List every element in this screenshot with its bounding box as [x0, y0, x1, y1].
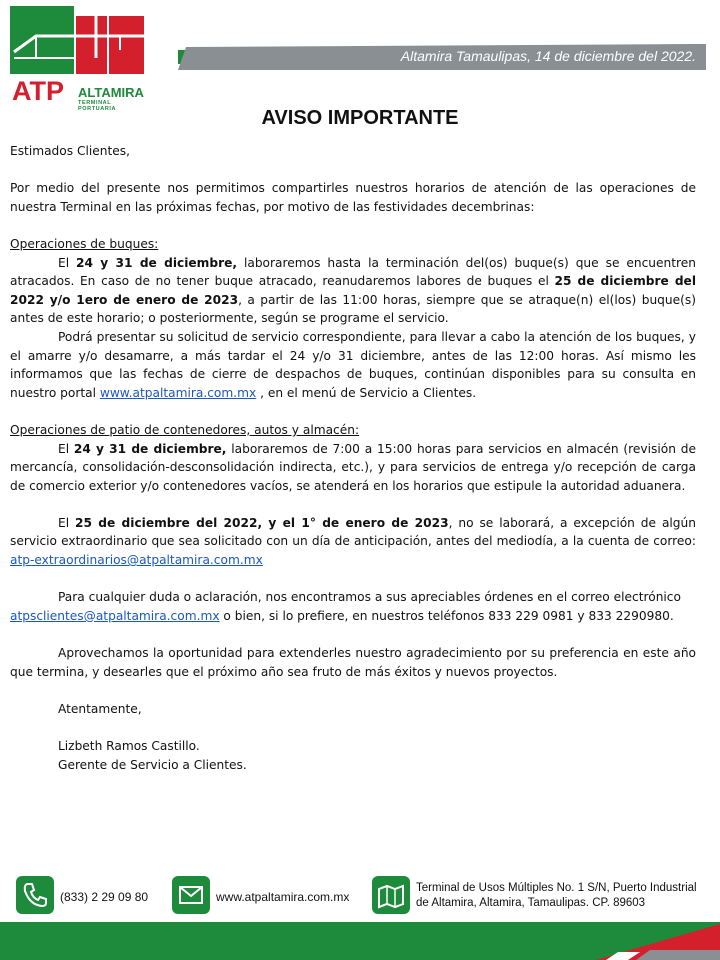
- footer-address-line2: de Altamira, Altamira, Tamaulipas. CP. 89603: [416, 897, 646, 909]
- logo-green-block: [10, 6, 74, 74]
- footer-phone: [16, 876, 166, 916]
- yard-paragraph-2: El 25 de diciembre del 2022, y el 1° de enero de 2023, no se laborará, a excepción de algún servicio extraordinario que sea solicitado con un día de anticipación, antes del mediodía, a la cuenta de correo: atp-extraordinarios@atpaltamira.com.mx: [10, 515, 696, 568]
- ships-paragraph-1: El 24 y 31 de diciembre, laboraremos hasta la terminación del(os) buque(s) que se encuentren atracados. En caso de no tener buque atracado, reanudaremos labores de buques el 25 de diciembre del 2022 y/o 1ero de enero de 2023, a partir de las 11:00 horas, siempre que se atraque(n) el(los) buque(s) antes de este horario; o posteriormente, según se programe el servicio.: [10, 255, 696, 326]
- logo-subtitle: ALTAMIRA: [78, 85, 144, 100]
- atp-logo: [10, 6, 148, 112]
- greeting: Estimados Clientes,: [10, 144, 130, 158]
- clients-email-link[interactable]: atpsclientes@atpaltamira.com.mx: [10, 608, 220, 623]
- extraordinary-email-link[interactable]: atp-extraordinarios@atpaltamira.com.mx: [10, 553, 263, 568]
- header-date: Altamira Tamaulipas, 14 de diciembre del 2022.: [400, 48, 696, 64]
- contact-paragraph: Para cualquier duda o aclaración, nos encontramos a sus apreciables órdenes en el correo electrónico atpsclientes@atpaltamira.com.mx o bien, si lo prefiere, en nuestros teléfonos 833 229 0981 y 833 2290980.: [10, 590, 681, 623]
- ships-paragraph-2: Podrá presentar su solicitud de servicio correspondiente, para llevar a cabo la atención de los buques, y el amarre y/o desamarre, a más tardar el 24 y/o 31 diciembre, antes de las 12:00 horas. Así mismo les informamos que las fechas de cierre de despachos de buques, continúan disponibles para su consulta en nuestro portal www.atpaltamira.com.mx , en el menú de Servicio a Clientes.: [10, 329, 696, 400]
- footer-address-line1: Terminal de Usos Múltiples No. 1 S/N, Puerto Industrial: [416, 882, 697, 894]
- footer-web-text[interactable]: www.atpaltamira.com.mx: [216, 890, 350, 904]
- closing-paragraph: Aprovechamos la oportunidad para extenderles nuestro agradecimiento por su preferencia en este año que termina, y desearles que el próximo año sea fruto de más éxitos y nuevos proyectos.: [10, 646, 696, 679]
- portal-link[interactable]: www.atpaltamira.com.mx: [99, 385, 257, 400]
- section-heading-ships: Operaciones de buques:: [10, 236, 159, 251]
- intro-paragraph: Por medio del presente nos permitimos compartirles nuestros horarios de atención de las operaciones de nuestra Terminal en las próximas fechas, por motivo de las festividades decembrinas:: [10, 181, 696, 214]
- yard-paragraph-1: El 24 y 31 de diciembre, laboraremos de 7:00 a 15:00 horas para servicios en almacén (revisión de mercancía, consolidación-desconsolidación indirecta, etc.), y para servicios de entrega y/o recepción de carga de comercio exterior y/o contenedores vacíos, se atenderá en los horarios que estipule la autoridad aduanera.: [10, 441, 696, 493]
- footer-address: [372, 876, 712, 916]
- logo-crane-icon: [10, 6, 74, 74]
- footer-phone-text: (833) 2 29 09 80: [60, 890, 149, 904]
- phone-icon: [16, 876, 54, 914]
- page-title: AVISO IMPORTANTE: [261, 107, 459, 129]
- mail-icon: [172, 876, 210, 914]
- section-heading-yard: Operaciones de patio de contenedores, autos y almacén:: [10, 422, 360, 437]
- map-icon: [372, 876, 410, 914]
- letter-body: [10, 142, 696, 774]
- footer-web: [172, 876, 362, 916]
- sign-off: Atentamente,: [58, 701, 142, 716]
- logo-anchor-icon: [76, 16, 144, 74]
- footer-bar: [0, 922, 720, 960]
- signer-name: Lizbeth Ramos Castillo.: [58, 739, 200, 753]
- logo-text: ATP: [12, 76, 64, 106]
- logo-red-block: [76, 16, 144, 74]
- logo-tagline: TERMINAL PORTUARIA: [78, 100, 117, 112]
- signer-title: Gerente de Servicio a Clientes.: [58, 757, 247, 772]
